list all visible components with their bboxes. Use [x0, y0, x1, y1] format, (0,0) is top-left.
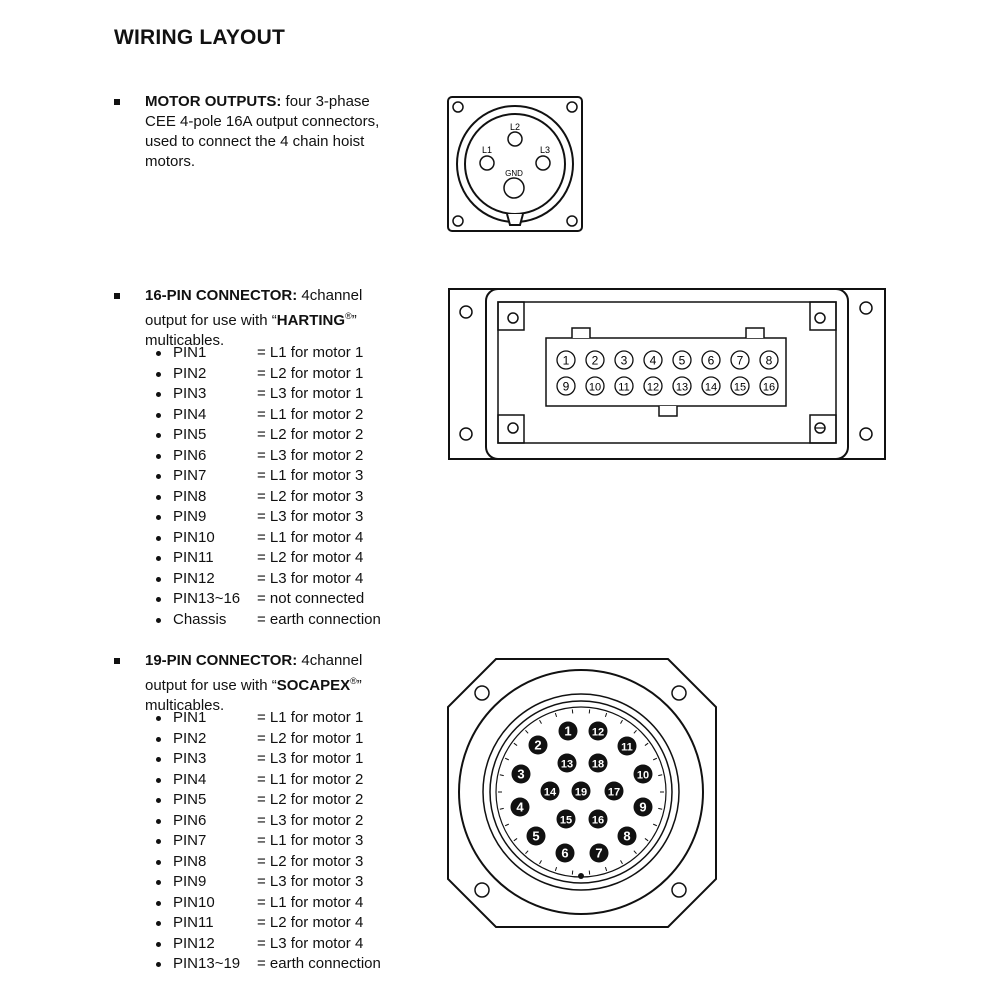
pin16-brand: HARTING	[276, 312, 346, 329]
pin-name: PIN9	[173, 873, 207, 890]
harting-pin-number: 2	[591, 353, 599, 368]
pin-name: PIN13~16	[173, 590, 241, 607]
pin16-label: 16-PIN CONNECTOR:	[145, 287, 298, 304]
harting-pin-number: 3	[620, 353, 628, 368]
cee-connector-diagram	[446, 95, 586, 235]
bullet-dot	[156, 618, 161, 623]
pin-name: PIN8	[173, 487, 207, 505]
pin-assignment: = L3 for motor 4	[257, 569, 364, 587]
bullet-dot	[156, 474, 161, 479]
harting-pin-number: 7	[736, 353, 744, 368]
bullet-dot	[156, 880, 161, 885]
bullet-dot	[156, 737, 161, 742]
pin-name: PIN1	[173, 709, 207, 726]
bullet-dot	[156, 757, 161, 762]
harting-pin-number: 13	[675, 381, 689, 394]
pin-name: PIN10	[173, 528, 215, 546]
pin-name: PIN5	[173, 426, 207, 443]
pin-assignment: = L3 for motor 3	[257, 508, 364, 525]
bullet-dot	[156, 921, 161, 926]
socapex-connector-diagram	[446, 657, 718, 929]
pin-assignment: = L1 for motor 2	[257, 770, 364, 788]
pin-assignment: = L2 for motor 3	[257, 487, 364, 505]
socapex-pin-number: 14	[543, 786, 557, 799]
pin-name: PIN12	[173, 934, 215, 952]
bullet-square	[114, 658, 120, 664]
pin-name: PIN9	[173, 508, 207, 525]
motor-outputs-text	[145, 92, 395, 172]
pin-name: PIN6	[173, 811, 207, 829]
socapex-pin-number: 4	[516, 799, 524, 815]
pin19-reg-mark: ®	[350, 676, 357, 686]
harting-connector-diagram	[448, 288, 886, 460]
pin-assignment: = L1 for motor 1	[257, 709, 364, 726]
bullet-dot	[156, 962, 161, 967]
bullet-dot	[156, 577, 161, 582]
bullet-square	[114, 99, 120, 105]
bullet-dot	[156, 597, 161, 602]
bullet-dot	[156, 901, 161, 906]
bullet-dot	[156, 942, 161, 947]
socapex-pin-number: 8	[623, 828, 631, 844]
pin-name: PIN3	[173, 750, 207, 767]
bullet-dot	[156, 433, 161, 438]
bullet-dot	[156, 495, 161, 500]
socapex-pin-number: 13	[560, 758, 574, 771]
harting-pin-number: 15	[733, 381, 747, 394]
socapex-pin-number: 17	[607, 786, 621, 799]
pin-assignment: = L1 for motor 3	[257, 467, 364, 484]
pin-name: Chassis	[173, 610, 227, 628]
motor-outputs-description: four 3-phase CEE 4-pole 16A output connectors, used to connect the 4 chain hoist motors.	[145, 93, 380, 170]
pin-name: PIN4	[173, 405, 207, 423]
socapex-pin-number: 10	[636, 769, 650, 782]
pin-name: PIN2	[173, 729, 207, 747]
pin19-label: 19-PIN CONNECTOR:	[145, 652, 298, 669]
bullet-square	[114, 293, 120, 299]
page-title: WIRING LAYOUT	[114, 26, 285, 49]
bullet-dot	[156, 798, 161, 803]
pin-assignment: = L1 for motor 2	[257, 405, 364, 423]
pin-assignment: = L2 for motor 2	[257, 426, 364, 443]
pin-name: PIN11	[173, 549, 214, 566]
socapex-pin-number: 15	[559, 814, 573, 827]
bullet-dot	[156, 556, 161, 561]
harting-pin-number: 12	[646, 381, 660, 394]
bullet-dot	[156, 860, 161, 865]
pin-assignment: = L3 for motor 4	[257, 934, 364, 952]
harting-pin-number: 16	[762, 381, 776, 394]
pin19-text	[145, 651, 395, 716]
socapex-pin-number: 5	[532, 828, 540, 844]
pin-assignment: = earth connection	[257, 955, 381, 972]
socapex-pin-number: 6	[561, 845, 569, 861]
pin-assignment: = L3 for motor 1	[257, 385, 364, 402]
socapex-pin-number: 3	[517, 766, 525, 782]
bullet-dot	[156, 536, 161, 541]
harting-pin-number: 1	[562, 353, 570, 368]
pin-name: PIN5	[173, 791, 207, 808]
pin19-description-end: ” multicables.	[145, 677, 362, 714]
pin-name: PIN8	[173, 852, 207, 870]
pin-name: PIN4	[173, 770, 207, 788]
pin19-brand: SOCAPEX	[276, 677, 351, 694]
pin-name: PIN7	[173, 467, 207, 484]
pin-name: PIN7	[173, 832, 207, 849]
socapex-pin-number: 12	[591, 726, 605, 739]
pin-assignment: = not connected	[257, 590, 365, 607]
cee-label-gnd: GND	[505, 169, 523, 178]
bullet-dot	[156, 515, 161, 520]
socapex-pin-number: 11	[621, 741, 633, 754]
pin-name: PIN10	[173, 893, 215, 911]
pin-assignment: = L3 for motor 2	[257, 446, 364, 464]
bullet-dot	[156, 351, 161, 356]
harting-pin-number: 5	[678, 353, 686, 368]
harting-pin-number: 4	[649, 353, 657, 368]
pin19-description: 4channel output for use with “	[145, 652, 363, 694]
pin-assignment: = L3 for motor 1	[257, 750, 364, 767]
bullet-dot	[156, 392, 161, 397]
harting-pin-number: 10	[588, 381, 602, 394]
bullet-dot	[156, 778, 161, 783]
socapex-pin-number: 16	[591, 814, 605, 827]
pin-name: PIN1	[173, 344, 207, 361]
bullet-dot	[156, 454, 161, 459]
cee-label-l2: L2	[509, 122, 521, 132]
pin-assignment: = L3 for motor 2	[257, 811, 364, 829]
pin-assignment: = L1 for motor 4	[257, 528, 364, 546]
pin-assignment: = L3 for motor 3	[257, 873, 364, 890]
pin-assignment: = earth connection	[257, 610, 381, 628]
pin-assignment: = L2 for motor 1	[257, 729, 364, 747]
pin-name: PIN12	[173, 569, 215, 587]
socapex-pin-number: 9	[639, 799, 647, 815]
socapex-pin-number: 1	[564, 723, 572, 739]
bullet-dot	[156, 716, 161, 721]
harting-pin-number: 14	[704, 381, 718, 394]
bullet-dot	[156, 819, 161, 824]
pin-assignment: = L1 for motor 3	[257, 832, 364, 849]
pin-name: PIN11	[173, 914, 214, 931]
pin-assignment: = L2 for motor 1	[257, 364, 364, 382]
pin16-description-end: ” multicables.	[145, 312, 357, 349]
pin-name: PIN13~19	[173, 955, 241, 972]
pin-assignment: = L2 for motor 2	[257, 791, 364, 808]
bullet-dot	[156, 413, 161, 418]
cee-label-l3: L3	[539, 145, 551, 155]
harting-pin-number: 6	[707, 353, 715, 368]
pin-assignment: = L2 for motor 4	[257, 549, 364, 566]
pin16-reg-mark: ®	[345, 311, 352, 321]
pin-assignment: = L2 for motor 4	[257, 914, 364, 931]
socapex-pin-number: 7	[595, 845, 603, 861]
pin16-text	[145, 286, 395, 351]
pin-assignment: = L1 for motor 4	[257, 893, 364, 911]
bullet-dot	[156, 839, 161, 844]
pin-assignment: = L2 for motor 3	[257, 852, 364, 870]
pin-name: PIN3	[173, 385, 207, 402]
pin16-description: 4channel output for use with “	[145, 287, 363, 329]
harting-pin-number: 11	[618, 381, 630, 394]
harting-pin-number: 9	[562, 379, 570, 394]
pin-name: PIN2	[173, 364, 207, 382]
harting-pin-number: 8	[765, 353, 773, 368]
socapex-pin-number: 2	[534, 737, 542, 753]
cee-label-l1: L1	[481, 145, 493, 155]
pin-assignment: = L1 for motor 1	[257, 344, 364, 361]
pin-name: PIN6	[173, 446, 207, 464]
motor-outputs-label: MOTOR OUTPUTS:	[145, 93, 282, 110]
socapex-pin-number: 19	[574, 786, 588, 799]
socapex-pin-number: 18	[591, 758, 605, 771]
bullet-dot	[156, 372, 161, 377]
